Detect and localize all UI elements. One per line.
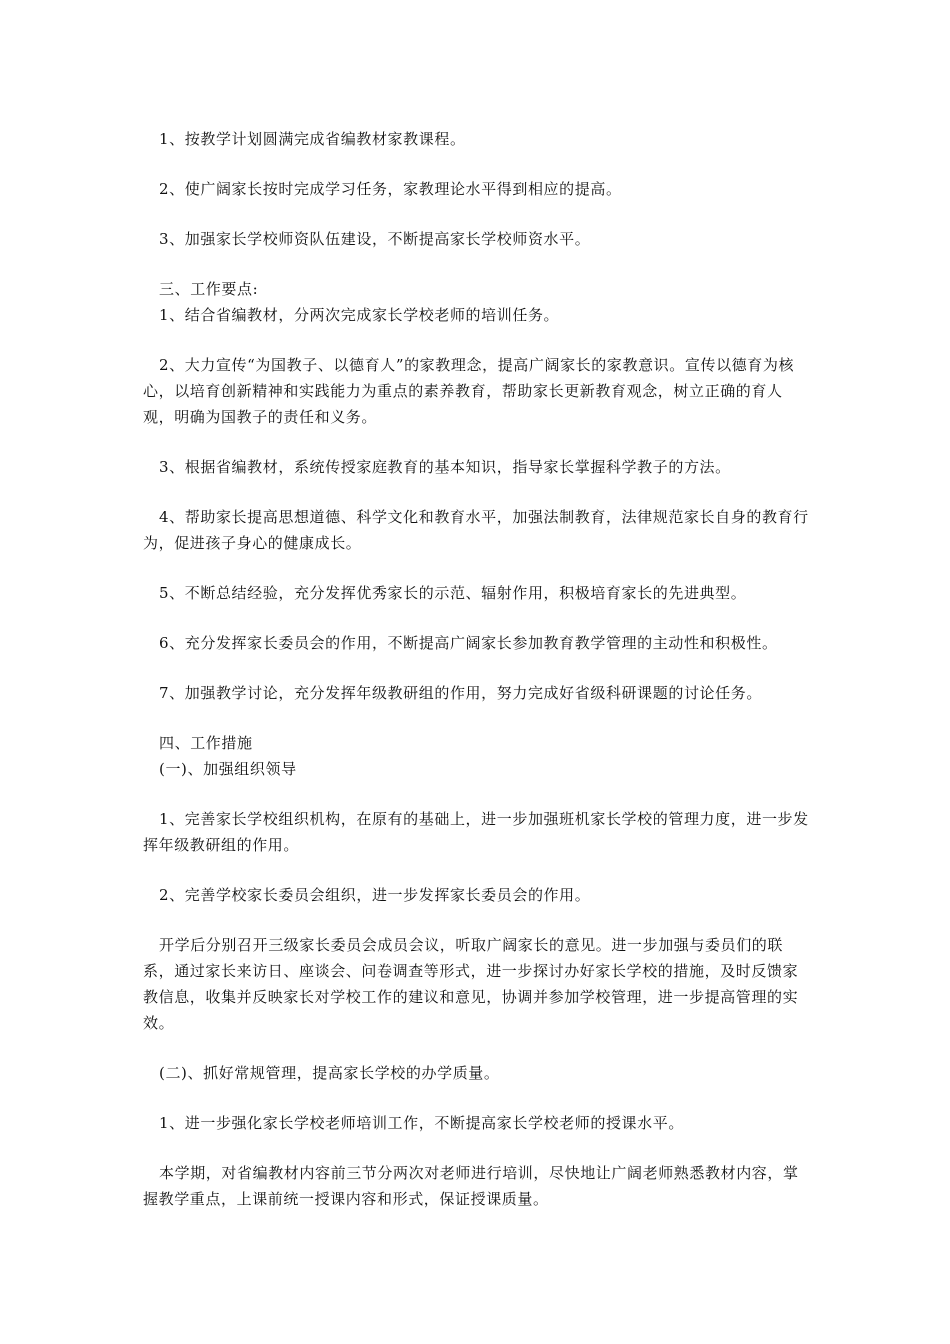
paragraph-goal-2: 2、使广阔家长按时完成学习任务，家教理论水平得到相应的提高。 [159, 180, 622, 198]
paragraph-point-6: 6、充分发挥家长委员会的作用，不断提高广阔家长参加教育教学管理的主动性和积极性。 [159, 634, 778, 652]
paragraph-semester-plan: 本学期，对省编教材内容前三节分两次对老师进行培训，尽快地让广阔老师熟悉教材内容，掌握教学重点，上课前统一授课内容和形式，保证授课质量。 [143, 1164, 799, 1208]
paragraph-measure-2: 2、完善学校家长委员会组织，进一步发挥家长委员会的作用。 [159, 886, 591, 904]
paragraph-goal-3: 3、加强家长学校师资队伍建设，不断提高家长学校师资水平。 [159, 230, 591, 248]
paragraph-goal-1: 1、按教学计划圆满完成省编教材家教课程。 [159, 130, 466, 148]
paragraph-committee-meetings: 开学后分别召开三级家长委员会成员会议，听取广阔家长的意见。进一步加强与委员们的联系，通过家长来访日、座谈会、问卷调查等形式，进一步探讨办好家长学校的措施，及时反馈家教信息，收集并反映家长对学校工作的建议和意见，协调并参加学校管理，进一步提高管理的实效。 [143, 936, 799, 1032]
paragraph-measure-1: 1、完善家长学校组织机构，在原有的基础上，进一步加强班机家长学校的管理力度，进一步发挥年级教研组的作用。 [143, 810, 809, 854]
paragraph-point-2: 2、大力宣传“为国教子、以德育人”的家教理念，提高广阔家长的家教意识。宣传以德育为核心，以培育创新精神和实践能力为重点的素养教育，帮助家长更新教育观念，树立正确的育人观，明确为国教子的责任和义务。 [143, 356, 795, 426]
paragraph-point-1: 1、结合省编教材，分两次完成家长学校老师的培训任务。 [159, 306, 560, 324]
document-body [143, 126, 813, 1212]
paragraph-point-4: 4、帮助家长提高思想道德、科学文化和教育水平，加强法制教育，法律规范家长自身的教育行为，促进孩子身心的健康成长。 [143, 508, 809, 552]
paragraph-point-3: 3、根据省编教材，系统传授家庭教育的基本知识，指导家长掌握科学教子的方法。 [159, 458, 731, 476]
section-heading-work-measures: 四、工作措施 [159, 734, 253, 752]
paragraph-point-7: 7、加强教学讨论，充分发挥年级教研组的作用，努力完成好省级科研课题的讨论任务。 [159, 684, 762, 702]
paragraph-point-5: 5、不断总结经验，充分发挥优秀家长的示范、辐射作用，积极培育家长的先进典型。 [159, 584, 747, 602]
section-heading-work-points: 三、工作要点: [159, 280, 259, 298]
paragraph-teacher-training: 1、进一步强化家长学校老师培训工作，不断提高家长学校老师的授课水平。 [159, 1114, 684, 1132]
subheading-routine-management: (二)、抓好常规管理，提高家长学校的办学质量。 [159, 1064, 500, 1082]
subheading-organization: (一)、加强组织领导 [159, 760, 297, 778]
